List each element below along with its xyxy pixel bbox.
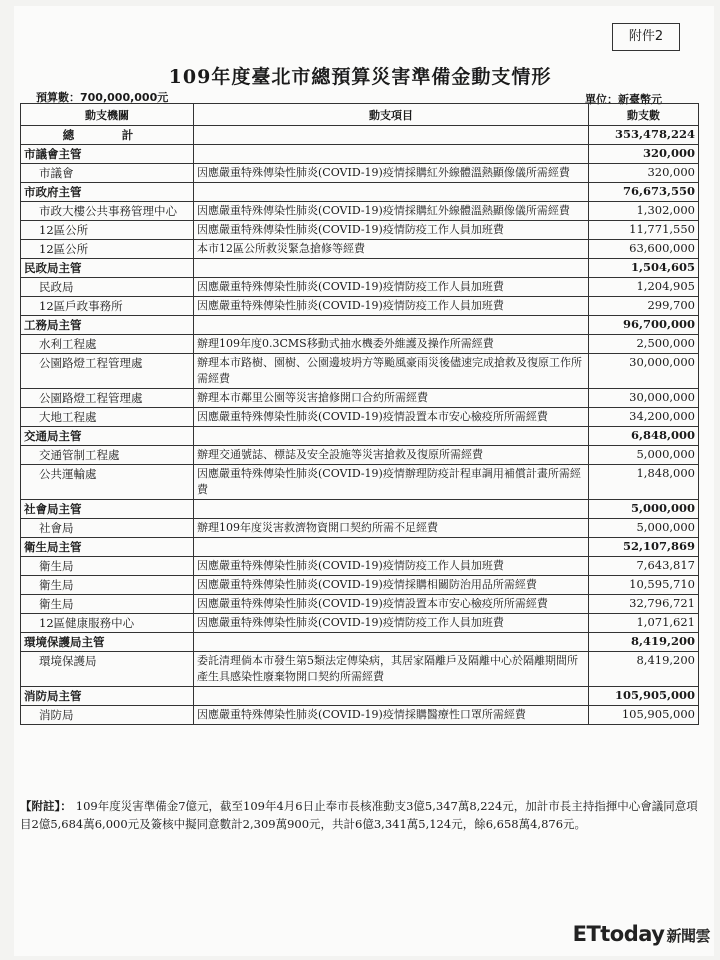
agency-cell: 交通管制工程處 [21, 446, 194, 465]
item-cell: 因應嚴重特殊傳染性肺炎(COVID-19)疫情採購相關防治用品所需經費 [194, 576, 589, 595]
amount-cell: 63,600,000 [589, 240, 699, 259]
group-amount: 1,504,605 [589, 259, 699, 278]
group-row [21, 633, 699, 652]
watermark-logo [573, 922, 710, 946]
table-row [21, 354, 699, 389]
amount-cell: 34,200,000 [589, 408, 699, 427]
table-row [21, 557, 699, 576]
item-cell: 因應嚴重特殊傳染性肺炎(COVID-19)疫情防疫工作人員加班費 [194, 221, 589, 240]
amount-cell: 1,071,621 [589, 614, 699, 633]
item-cell: 因應嚴重特殊傳染性肺炎(COVID-19)疫情採購紅外線體溫熱顯像儀所需經費 [194, 202, 589, 221]
header-item: 動支項目 [194, 104, 589, 126]
group-name: 交通局主管 [21, 427, 194, 446]
amount-cell: 5,000,000 [589, 446, 699, 465]
group-item-cell [194, 687, 589, 706]
amount-cell: 30,000,000 [589, 389, 699, 408]
group-item-cell [194, 538, 589, 557]
agency-cell: 消防局 [21, 706, 194, 725]
table-row [21, 278, 699, 297]
table-row [21, 164, 699, 183]
amount-cell: 11,771,550 [589, 221, 699, 240]
table-row [21, 465, 699, 500]
group-name: 消防局主管 [21, 687, 194, 706]
item-cell: 因應嚴重特殊傳染性肺炎(COVID-19)疫情設置本市安心檢疫所所需經費 [194, 595, 589, 614]
group-name: 環境保護局主管 [21, 633, 194, 652]
agency-cell: 公園路燈工程管理處 [21, 354, 194, 389]
budget-amount: 預算數：700,000,000元 [36, 91, 169, 104]
watermark-brand: ETtoday [572, 922, 665, 946]
item-cell: 本市12區公所救災緊急搶修等經費 [194, 240, 589, 259]
group-row [21, 427, 699, 446]
group-name: 市政府主管 [21, 183, 194, 202]
amount-cell: 2,500,000 [589, 335, 699, 354]
group-row [21, 316, 699, 335]
item-cell: 因應嚴重特殊傳染性肺炎(COVID-19)疫情防疫工作人員加班費 [194, 297, 589, 316]
amount-cell: 8,419,200 [589, 652, 699, 687]
group-item-cell [194, 316, 589, 335]
table-row [21, 706, 699, 725]
amount-cell: 7,643,817 [589, 557, 699, 576]
agency-cell: 衛生局 [21, 576, 194, 595]
group-name: 社會局主管 [21, 500, 194, 519]
group-amount: 96,700,000 [589, 316, 699, 335]
amount-cell: 10,595,710 [589, 576, 699, 595]
item-cell: 因應嚴重特殊傳染性肺炎(COVID-19)疫情辦理防疫計程車調用補償計畫所需經費 [194, 465, 589, 500]
group-name: 工務局主管 [21, 316, 194, 335]
agency-cell: 市政大樓公共事務管理中心 [21, 202, 194, 221]
total-amount: 353,478,224 [589, 126, 699, 145]
total-label: 總 計 [21, 126, 194, 145]
item-cell: 辦理109年度災害救濟物資開口契約所需不足經費 [194, 519, 589, 538]
total-row [21, 126, 699, 145]
table-row [21, 519, 699, 538]
group-name: 民政局主管 [21, 259, 194, 278]
table-row [21, 408, 699, 427]
group-item-cell [194, 633, 589, 652]
group-item-cell [194, 145, 589, 164]
header-amount: 動支數 [589, 104, 699, 126]
item-cell: 因應嚴重特殊傳染性肺炎(COVID-19)疫情採購紅外線體溫熱顯像儀所需經費 [194, 164, 589, 183]
item-cell: 因應嚴重特殊傳染性肺炎(COVID-19)疫情設置本市安心檢疫所所需經費 [194, 408, 589, 427]
agency-cell: 社會局 [21, 519, 194, 538]
item-cell: 辦理本市鄰里公園等災害搶修開口合約所需經費 [194, 389, 589, 408]
amount-cell: 320,000 [589, 164, 699, 183]
agency-cell: 市議會 [21, 164, 194, 183]
agency-cell: 衛生局 [21, 557, 194, 576]
watermark-suffix: 新聞雲 [666, 927, 710, 945]
expenditure-table [20, 103, 699, 725]
table-row [21, 389, 699, 408]
group-item-cell [194, 259, 589, 278]
agency-cell: 12區戶政事務所 [21, 297, 194, 316]
amount-cell: 32,796,721 [589, 595, 699, 614]
item-cell: 委託清理倘本市發生第5類法定傳染病，其居家隔離戶及隔離中心於隔離期間所產生具感染性廢棄物開口契約所需經費 [194, 652, 589, 687]
group-row [21, 500, 699, 519]
group-row [21, 259, 699, 278]
amount-cell: 30,000,000 [589, 354, 699, 389]
group-amount: 6,848,000 [589, 427, 699, 446]
group-row [21, 538, 699, 557]
group-amount: 52,107,869 [589, 538, 699, 557]
agency-cell: 12區公所 [21, 240, 194, 259]
footnote [20, 797, 700, 833]
amount-cell: 1,302,000 [589, 202, 699, 221]
amount-cell: 5,000,000 [589, 519, 699, 538]
agency-cell: 民政局 [21, 278, 194, 297]
group-row [21, 687, 699, 706]
table-row [21, 576, 699, 595]
group-item-cell [194, 427, 589, 446]
total-item-cell [194, 126, 589, 145]
item-cell: 因應嚴重特殊傳染性肺炎(COVID-19)疫情防疫工作人員加班費 [194, 278, 589, 297]
group-amount: 320,000 [589, 145, 699, 164]
table-row [21, 240, 699, 259]
group-amount: 5,000,000 [589, 500, 699, 519]
agency-cell: 公園路燈工程管理處 [21, 389, 194, 408]
group-amount: 76,673,550 [589, 183, 699, 202]
item-cell: 因應嚴重特殊傳染性肺炎(COVID-19)疫情防疫工作人員加班費 [194, 614, 589, 633]
document-title: 109年度臺北市總預算災害準備金動支情形 [168, 66, 552, 88]
group-row [21, 145, 699, 164]
table-row [21, 221, 699, 240]
agency-cell: 環境保護局 [21, 652, 194, 687]
item-cell: 辦理109年度0.3CMS移動式抽水機委外維護及操作所需經費 [194, 335, 589, 354]
table-row [21, 595, 699, 614]
agency-cell: 大地工程處 [21, 408, 194, 427]
item-cell: 辦理本市路樹、園樹、公園邊坡坍方等颱風豪雨災後儘速完成搶救及復原工作所需經費 [194, 354, 589, 389]
amount-cell: 1,848,000 [589, 465, 699, 500]
table-row [21, 652, 699, 687]
agency-cell: 公共運輸處 [21, 465, 194, 500]
group-row [21, 183, 699, 202]
group-item-cell [194, 183, 589, 202]
unit-label: 單位：新臺幣元 [585, 93, 662, 106]
amount-cell: 299,700 [589, 297, 699, 316]
group-amount: 8,419,200 [589, 633, 699, 652]
item-cell: 因應嚴重特殊傳染性肺炎(COVID-19)疫情採購醫療性口罩所需經費 [194, 706, 589, 725]
item-cell: 因應嚴重特殊傳染性肺炎(COVID-19)疫情防疫工作人員加班費 [194, 557, 589, 576]
group-name: 衛生局主管 [21, 538, 194, 557]
agency-cell: 12區健康服務中心 [21, 614, 194, 633]
agency-cell: 水利工程處 [21, 335, 194, 354]
table-row [21, 614, 699, 633]
group-amount: 105,905,000 [589, 687, 699, 706]
group-name: 市議會主管 [21, 145, 194, 164]
footnote-label: 【附註】： [20, 799, 72, 813]
table-body [21, 126, 699, 725]
amount-cell: 105,905,000 [589, 706, 699, 725]
item-cell: 辦理交通號誌、標誌及安全設施等災害搶救及復原所需經費 [194, 446, 589, 465]
table-row [21, 297, 699, 316]
table-row [21, 446, 699, 465]
amount-cell: 1,204,905 [589, 278, 699, 297]
attachment-label: 附件2 [612, 23, 680, 51]
footnote-text: 109年度災害準備金7億元，截至109年4月6日止奉市長核准動支3億5,347萬8,224元，加計市長主持指揮中心會議同意項目2億5,684萬6,000元及簽核中擬同意數計2,309萬900元，共計6億3,341萬5,124元，餘6,658萬4,876元。 [20, 799, 698, 831]
table-row [21, 202, 699, 221]
group-item-cell [194, 500, 589, 519]
header-agency: 動支機關 [21, 104, 194, 126]
agency-cell: 衛生局 [21, 595, 194, 614]
table-row [21, 335, 699, 354]
agency-cell: 12區公所 [21, 221, 194, 240]
